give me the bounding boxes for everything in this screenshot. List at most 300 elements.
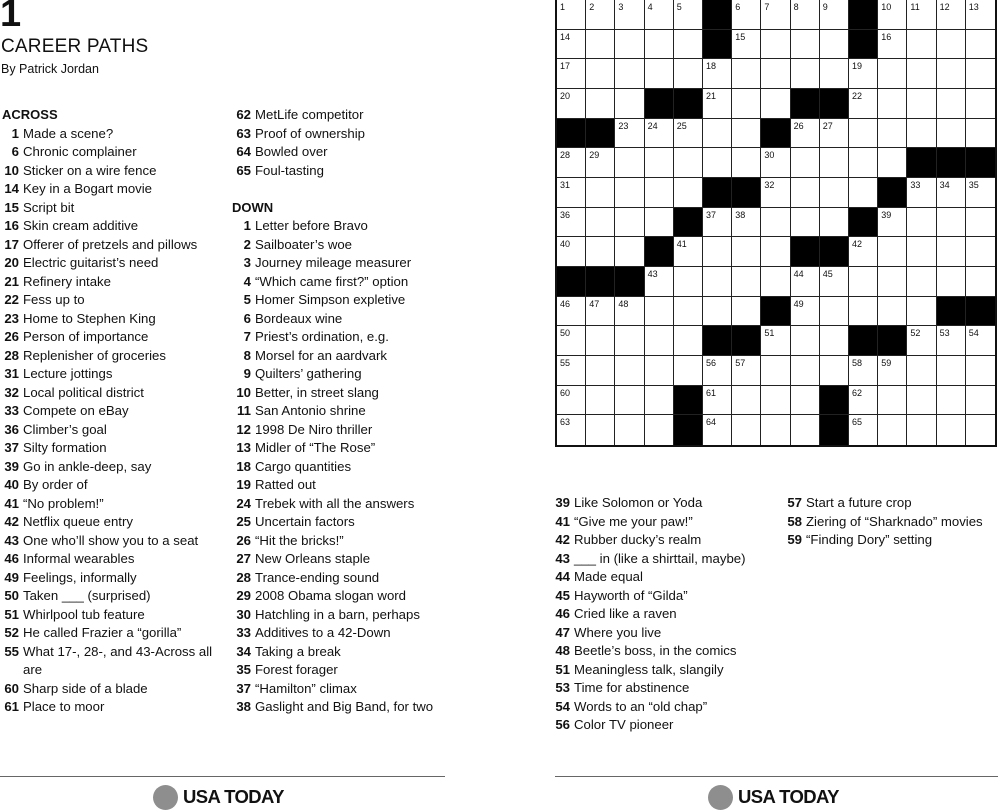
grid-cell[interactable]	[615, 30, 644, 60]
clue-item[interactable]	[2, 402, 227, 421]
grid-cell[interactable]	[966, 178, 995, 208]
grid-cell[interactable]	[966, 267, 995, 297]
clue-item[interactable]	[232, 476, 457, 495]
grid-cell[interactable]	[703, 208, 732, 238]
clue-item[interactable]	[232, 236, 457, 255]
grid-cell[interactable]	[732, 59, 761, 89]
grid-cell[interactable]	[820, 297, 849, 327]
clue-number: 19	[236, 477, 251, 492]
clue-item[interactable]	[2, 273, 227, 292]
clue-number: 45	[555, 587, 570, 603]
grid-cell[interactable]	[645, 0, 674, 30]
clue-item[interactable]	[232, 217, 457, 236]
cell-number: 64	[706, 417, 717, 428]
clue-item[interactable]	[2, 495, 227, 514]
grid-cell[interactable]	[761, 386, 790, 416]
clue-item[interactable]	[785, 513, 1000, 532]
grid-cell[interactable]	[557, 415, 586, 445]
grid-cell[interactable]	[586, 326, 615, 356]
grid-cell[interactable]	[615, 386, 644, 416]
clue-item[interactable]	[553, 605, 783, 624]
clue-item[interactable]	[2, 587, 227, 606]
grid-cell[interactable]	[645, 119, 674, 149]
grid-cell[interactable]	[791, 356, 820, 386]
clue-number: 30	[236, 606, 251, 622]
grid-cell[interactable]	[820, 208, 849, 238]
clue-item[interactable]	[232, 402, 457, 421]
clue-item[interactable]	[553, 716, 783, 735]
grid-cell[interactable]	[849, 59, 878, 89]
black-square	[703, 0, 732, 30]
clue-item[interactable]	[2, 421, 227, 440]
grid-cell[interactable]	[674, 0, 703, 30]
grid-cell[interactable]	[645, 356, 674, 386]
clue-item[interactable]	[553, 679, 783, 698]
grid-cell[interactable]	[878, 386, 907, 416]
clue-text: Hayworth of “Gilda”	[574, 587, 688, 603]
clue-text: Where you live	[574, 624, 662, 640]
clue-text: Homer Simpson expletive	[255, 292, 406, 307]
clue-item[interactable]	[2, 384, 227, 403]
clue-item[interactable]	[2, 236, 227, 255]
grid-cell[interactable]	[732, 386, 761, 416]
grid-cell[interactable]	[674, 237, 703, 267]
grid-cell[interactable]	[820, 59, 849, 89]
grid-cell[interactable]	[849, 148, 878, 178]
grid-cell[interactable]	[966, 30, 995, 60]
grid-cell[interactable]	[761, 356, 790, 386]
clue-number: 2	[243, 236, 251, 252]
grid-cell[interactable]	[761, 237, 790, 267]
cell-number: 30	[764, 150, 775, 161]
grid-cell[interactable]	[732, 356, 761, 386]
grid-cell[interactable]	[937, 59, 966, 89]
clue-item[interactable]	[232, 106, 457, 125]
grid-cell[interactable]	[907, 386, 936, 416]
grid-cell[interactable]	[937, 356, 966, 386]
clue-item[interactable]	[2, 254, 227, 273]
grid-cell[interactable]	[937, 0, 966, 30]
grid-cell[interactable]	[820, 119, 849, 149]
grid-cell[interactable]	[966, 59, 995, 89]
grid-cell[interactable]	[820, 267, 849, 297]
clue-text: Bordeaux wine	[255, 310, 343, 326]
clue-number: 31	[4, 366, 19, 381]
grid-cell[interactable]	[703, 386, 732, 416]
clue-item[interactable]	[785, 531, 1000, 550]
clue-item[interactable]	[553, 624, 783, 643]
grid-cell[interactable]	[849, 119, 878, 149]
grid-cell[interactable]	[849, 415, 878, 445]
grid-cell[interactable]	[791, 208, 820, 238]
grid-cell[interactable]	[791, 148, 820, 178]
grid-cell[interactable]	[615, 415, 644, 445]
grid-cell[interactable]	[937, 178, 966, 208]
clue-item[interactable]	[553, 661, 783, 680]
grid-cell[interactable]	[645, 386, 674, 416]
grid-cell[interactable]	[791, 59, 820, 89]
grid-cell[interactable]	[557, 326, 586, 356]
clue-item[interactable]	[232, 328, 457, 347]
grid-cell[interactable]	[761, 30, 790, 60]
grid-cell[interactable]	[878, 415, 907, 445]
grid-cell[interactable]	[937, 208, 966, 238]
grid-cell[interactable]	[878, 267, 907, 297]
grid-cell[interactable]	[791, 297, 820, 327]
clue-text: Proof of ownership	[255, 125, 365, 141]
grid-cell[interactable]	[791, 178, 820, 208]
grid-cell[interactable]	[645, 178, 674, 208]
clue-item[interactable]	[553, 642, 783, 661]
grid-cell[interactable]	[674, 297, 703, 327]
grid-cell[interactable]	[966, 208, 995, 238]
grid-cell[interactable]	[966, 386, 995, 416]
grid-cell[interactable]	[557, 237, 586, 267]
clue-item[interactable]	[2, 458, 227, 477]
grid-cell[interactable]	[586, 178, 615, 208]
clue-item[interactable]	[232, 698, 457, 717]
grid-cell[interactable]	[557, 89, 586, 119]
grid-cell[interactable]	[674, 30, 703, 60]
grid-cell[interactable]	[878, 208, 907, 238]
grid-cell[interactable]	[907, 89, 936, 119]
grid-cell[interactable]	[615, 59, 644, 89]
clue-number: 37	[4, 440, 19, 455]
clue-item[interactable]	[232, 661, 457, 680]
grid-cell[interactable]	[645, 208, 674, 238]
clue-item[interactable]	[2, 569, 227, 588]
grid-cell[interactable]	[937, 415, 966, 445]
grid-cell[interactable]	[703, 267, 732, 297]
clue-number: 18	[236, 458, 251, 474]
clue-item[interactable]	[232, 550, 457, 569]
clue-item[interactable]	[232, 162, 457, 181]
grid-cell[interactable]	[732, 415, 761, 445]
grid-cell[interactable]	[557, 178, 586, 208]
grid-cell[interactable]	[557, 386, 586, 416]
grid-cell[interactable]	[791, 0, 820, 30]
grid-cell[interactable]	[703, 148, 732, 178]
grid-cell[interactable]	[761, 326, 790, 356]
clue-item[interactable]	[232, 569, 457, 588]
grid-cell[interactable]	[586, 89, 615, 119]
clue-item[interactable]	[232, 680, 457, 699]
clue-number: 12	[236, 421, 251, 437]
clue-item[interactable]	[553, 494, 783, 513]
grid-cell[interactable]	[937, 30, 966, 60]
grid-cell[interactable]	[878, 237, 907, 267]
black-square	[674, 415, 703, 445]
clue-item[interactable]	[232, 587, 457, 606]
grid-cell[interactable]	[907, 208, 936, 238]
grid-cell[interactable]	[761, 267, 790, 297]
clue-column-3	[553, 494, 783, 735]
grid-cell[interactable]	[966, 89, 995, 119]
clue-item[interactable]	[2, 643, 227, 680]
clue-item[interactable]	[2, 291, 227, 310]
clue-item[interactable]	[2, 162, 227, 181]
grid-cell[interactable]	[849, 356, 878, 386]
clue-item[interactable]	[553, 550, 783, 569]
grid-cell[interactable]	[761, 89, 790, 119]
grid-cell[interactable]	[645, 326, 674, 356]
clue-item[interactable]	[2, 439, 227, 458]
grid-cell[interactable]	[907, 297, 936, 327]
grid-cell[interactable]	[937, 119, 966, 149]
black-square	[907, 148, 936, 178]
grid-cell[interactable]	[966, 415, 995, 445]
grid-cell[interactable]	[557, 297, 586, 327]
clue-item[interactable]	[553, 587, 783, 606]
clue-number: 8	[243, 347, 251, 363]
grid-cell[interactable]	[761, 148, 790, 178]
grid-cell[interactable]	[907, 30, 936, 60]
grid-cell[interactable]	[937, 89, 966, 119]
clue-item[interactable]	[2, 347, 227, 366]
grid-cell[interactable]	[703, 89, 732, 119]
grid-cell[interactable]	[703, 59, 732, 89]
grid-cell[interactable]	[557, 148, 586, 178]
grid-cell[interactable]	[557, 30, 586, 60]
grid-cell[interactable]	[557, 0, 586, 30]
grid-cell[interactable]	[615, 208, 644, 238]
grid-cell[interactable]	[820, 30, 849, 60]
grid-cell[interactable]	[820, 178, 849, 208]
clue-item[interactable]	[2, 125, 227, 144]
clue-item[interactable]	[232, 513, 457, 532]
grid-cell[interactable]	[703, 297, 732, 327]
grid-cell[interactable]	[849, 267, 878, 297]
grid-cell[interactable]	[878, 0, 907, 30]
clue-item[interactable]	[2, 532, 227, 551]
grid-cell[interactable]	[791, 30, 820, 60]
grid-cell[interactable]	[907, 356, 936, 386]
grid-cell[interactable]	[674, 119, 703, 149]
grid-cell[interactable]	[732, 267, 761, 297]
grid-cell[interactable]	[907, 178, 936, 208]
grid-cell[interactable]	[615, 326, 644, 356]
grid-cell[interactable]	[703, 119, 732, 149]
grid-cell[interactable]	[732, 89, 761, 119]
grid-cell[interactable]	[966, 326, 995, 356]
clue-item[interactable]	[553, 568, 783, 587]
clue-column-1	[2, 106, 227, 717]
grid-cell[interactable]	[732, 208, 761, 238]
grid-cell[interactable]	[966, 356, 995, 386]
grid-cell[interactable]	[703, 415, 732, 445]
clue-item[interactable]	[232, 291, 457, 310]
clue-item[interactable]	[553, 531, 783, 550]
clue-item[interactable]	[2, 217, 227, 236]
clue-item[interactable]	[232, 310, 457, 329]
grid-cell[interactable]	[791, 267, 820, 297]
clue-item[interactable]	[2, 328, 227, 347]
clue-number: 36	[4, 421, 19, 437]
grid-cell[interactable]	[674, 356, 703, 386]
black-square	[849, 208, 878, 238]
grid-cell[interactable]	[732, 148, 761, 178]
clue-item[interactable]	[2, 624, 227, 643]
clue-item[interactable]	[232, 125, 457, 144]
clue-item[interactable]	[2, 550, 227, 569]
grid-cell[interactable]	[703, 356, 732, 386]
grid-cell[interactable]	[645, 267, 674, 297]
clue-item[interactable]	[785, 494, 1000, 513]
grid-cell[interactable]	[878, 59, 907, 89]
clue-item[interactable]	[2, 310, 227, 329]
grid-cell[interactable]	[674, 326, 703, 356]
clue-item[interactable]	[2, 606, 227, 625]
grid-cell[interactable]	[586, 356, 615, 386]
grid-cell[interactable]	[557, 59, 586, 89]
grid-cell[interactable]	[820, 148, 849, 178]
grid-cell[interactable]	[586, 297, 615, 327]
clue-item[interactable]	[2, 476, 227, 495]
clue-item[interactable]	[232, 624, 457, 643]
grid-cell[interactable]	[937, 326, 966, 356]
grid-cell[interactable]	[820, 356, 849, 386]
grid-cell[interactable]	[645, 297, 674, 327]
grid-cell[interactable]	[615, 148, 644, 178]
grid-cell[interactable]	[586, 208, 615, 238]
clue-text: Script bit	[23, 199, 75, 215]
grid-cell[interactable]	[907, 267, 936, 297]
grid-cell[interactable]	[645, 148, 674, 178]
grid-cell[interactable]	[645, 30, 674, 60]
grid-cell[interactable]	[907, 326, 936, 356]
grid-cell[interactable]	[820, 326, 849, 356]
grid-cell[interactable]	[966, 119, 995, 149]
cell-number: 23	[618, 120, 629, 131]
clue-text: Hatchling in a barn, perhaps	[255, 606, 420, 622]
grid-cell[interactable]	[878, 297, 907, 327]
clue-text: Rubber ducky’s realm	[574, 532, 702, 547]
clue-item[interactable]	[232, 532, 457, 551]
grid-cell[interactable]	[703, 237, 732, 267]
grid-cell[interactable]	[820, 0, 849, 30]
grid-cell[interactable]	[615, 178, 644, 208]
grid-cell[interactable]	[907, 0, 936, 30]
grid-cell[interactable]	[761, 178, 790, 208]
grid-cell[interactable]	[615, 119, 644, 149]
grid-cell[interactable]	[791, 386, 820, 416]
clue-item[interactable]	[232, 347, 457, 366]
grid-cell[interactable]	[878, 356, 907, 386]
grid-cell[interactable]	[615, 297, 644, 327]
grid-cell[interactable]	[878, 148, 907, 178]
grid-cell[interactable]	[761, 0, 790, 30]
grid-cell[interactable]	[732, 30, 761, 60]
clue-item[interactable]	[232, 606, 457, 625]
grid-cell[interactable]	[586, 386, 615, 416]
grid-cell[interactable]	[615, 356, 644, 386]
clue-item[interactable]	[232, 421, 457, 440]
clue-item[interactable]	[232, 273, 457, 292]
grid-cell[interactable]	[645, 415, 674, 445]
grid-cell[interactable]	[966, 0, 995, 30]
clue-text: ___ in (like a shirttail, maybe)	[574, 550, 746, 566]
grid-cell[interactable]	[732, 297, 761, 327]
grid-cell[interactable]	[615, 237, 644, 267]
black-square	[732, 326, 761, 356]
grid-cell[interactable]	[791, 119, 820, 149]
grid-cell[interactable]	[966, 237, 995, 267]
clue-item[interactable]	[553, 513, 783, 532]
clue-item[interactable]	[2, 180, 227, 199]
grid-cell[interactable]	[674, 178, 703, 208]
grid-cell[interactable]	[937, 237, 966, 267]
grid-cell[interactable]	[907, 59, 936, 89]
clue-item[interactable]	[553, 698, 783, 717]
grid-cell[interactable]	[586, 59, 615, 89]
grid-cell[interactable]	[791, 326, 820, 356]
grid-cell[interactable]	[761, 415, 790, 445]
grid-cell[interactable]	[674, 148, 703, 178]
clue-item[interactable]	[2, 143, 227, 162]
clue-item[interactable]	[232, 384, 457, 403]
grid-cell[interactable]	[761, 208, 790, 238]
clue-item[interactable]	[232, 143, 457, 162]
grid-cell[interactable]	[674, 59, 703, 89]
clue-item[interactable]	[232, 439, 457, 458]
clue-item[interactable]	[232, 458, 457, 477]
grid-cell[interactable]	[878, 30, 907, 60]
grid-cell[interactable]	[615, 89, 644, 119]
clue-item[interactable]	[2, 365, 227, 384]
clue-item[interactable]	[232, 365, 457, 384]
grid-cell[interactable]	[615, 0, 644, 30]
grid-cell[interactable]	[791, 415, 820, 445]
grid-cell[interactable]	[557, 208, 586, 238]
grid-cell[interactable]	[586, 30, 615, 60]
footer-divider	[0, 776, 445, 777]
grid-cell[interactable]	[849, 89, 878, 119]
grid-cell[interactable]	[586, 0, 615, 30]
clue-number: 34	[236, 643, 251, 659]
grid-cell[interactable]	[878, 89, 907, 119]
clue-item[interactable]	[232, 495, 457, 514]
grid-cell[interactable]	[557, 356, 586, 386]
grid-cell[interactable]	[645, 59, 674, 89]
clue-item[interactable]	[2, 199, 227, 218]
grid-cell[interactable]	[586, 237, 615, 267]
grid-cell[interactable]	[732, 119, 761, 149]
grid-cell[interactable]	[878, 119, 907, 149]
grid-cell[interactable]	[849, 178, 878, 208]
grid-cell[interactable]	[907, 119, 936, 149]
grid-cell[interactable]	[586, 148, 615, 178]
clue-item[interactable]	[232, 254, 457, 273]
grid-cell[interactable]	[849, 237, 878, 267]
grid-cell[interactable]	[937, 267, 966, 297]
clue-item[interactable]	[232, 643, 457, 662]
grid-cell[interactable]	[761, 59, 790, 89]
clue-item[interactable]	[2, 513, 227, 532]
grid-cell[interactable]	[937, 386, 966, 416]
grid-cell[interactable]	[907, 415, 936, 445]
grid-cell[interactable]	[674, 267, 703, 297]
cell-number: 12	[939, 2, 950, 12]
grid-cell[interactable]	[732, 0, 761, 30]
brand-wordmark: USA TODAY	[738, 786, 839, 807]
grid-cell[interactable]	[732, 237, 761, 267]
grid-cell[interactable]	[586, 415, 615, 445]
grid-cell[interactable]	[849, 297, 878, 327]
clue-item[interactable]	[2, 698, 227, 717]
grid-cell[interactable]	[907, 237, 936, 267]
grid-cell[interactable]	[849, 386, 878, 416]
clue-item[interactable]	[2, 680, 227, 699]
